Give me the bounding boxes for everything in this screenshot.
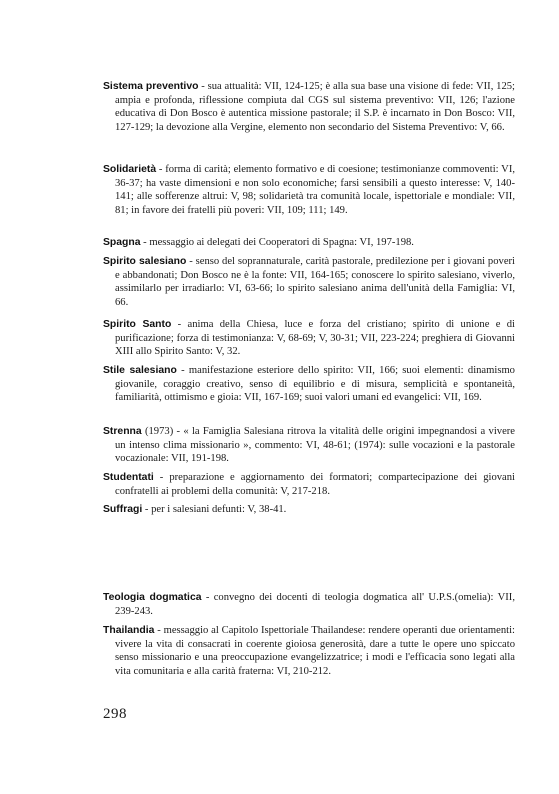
index-entry-solidarieta [103, 163, 515, 217]
entry-text: - messaggio ai delegati dei Cooperatori di Spagna: VI, 197-198. [140, 237, 414, 248]
entry-term: Teologia dogmatica [103, 592, 202, 603]
entry-term: Sistema preventivo [103, 81, 199, 92]
index-entry-sistema-preventivo [103, 80, 515, 134]
entry-term: Solidarietà [103, 164, 157, 175]
index-entry-suffragi [103, 503, 515, 517]
entry-text: - convegno dei docenti di teologia dogmatica all' U.P.S.(omelia): VII, 239-243. [115, 592, 515, 617]
entry-text: - sua attualità: VII, 124-125; è alla sua base una visione di fede: VII, 125; ampia e profonda, riflessione compiuta dal CGS sul sistema preventivo: VII, 126; l'azione educativa di Don Bosco è autentica missione pastorale; il S.P. è incarnato in Don Bosco: VII, 127-129; la devozione alla Vergine, elemento non secondario del Sistema Preventivo: V, 66. [115, 81, 515, 133]
entry-text: - anima della Chiesa, luce e forza del cristiano; spirito di unione e di purificazione; forza di testimonianza: V, 68-69; V, 30-31; VII, 223-224; preghiera di Giovanni XIII allo Spirito Santo: V, 32. [115, 319, 515, 358]
entry-text: - manifestazione esteriore dello spirito: VII, 166; suoi elementi: dinamismo giovanile, coraggio creativo, senso di equilibrio e di misura, semplicità e spontaneità, familiarità, ottimismo e gioia: VII, 167-169; suoi valori umani ed evangelici: VII, 169. [115, 365, 515, 404]
entry-text: - forma di carità; elemento formativo e di coesione; testimonianze commoventi: VI, 36-37; ha vaste dimensioni e non solo economiche; farsi sensibili a questo interesse: V, 140-141; alle sofferenze altrui: V, 98; solidarietà tra comunità locale, ispettoriale e mondiale: VII, 81; in favore dei fratelli più poveri: VII, 109; 111; 149. [115, 164, 515, 216]
entry-text: - per i salesiani defunti: V, 38-41. [142, 504, 287, 515]
index-entry-spirito-santo [103, 318, 515, 359]
entry-term: Studentati [103, 472, 154, 483]
entry-term: Suffragi [103, 504, 143, 515]
index-entry-spagna [103, 236, 515, 250]
entry-text: (1973) - « la Famiglia Salesiana ritrova la vitalità delle origini impegnandosi a vivere un intenso clima missionario », commento: VI, 48-61; (1974): sulle vocazioni e la pastorale vocazionale: VII, 191-198. [115, 426, 515, 465]
entry-term: Stile salesiano [103, 365, 177, 376]
index-entry-stile-salesiano [103, 364, 515, 405]
index-entry-strenna [103, 425, 515, 466]
page-number: 298 [103, 706, 127, 722]
entry-term: Spirito salesiano [103, 256, 187, 267]
index-entry-spirito-salesiano [103, 255, 515, 309]
index-entry-studentati [103, 471, 515, 498]
entry-term: Spagna [103, 237, 141, 248]
index-entry-teologia-dogmatica [103, 591, 515, 618]
entry-text: - messaggio al Capitolo Ispettoriale Thailandese: rendere operanti due orientamenti: vivere la vita di consacrati in coerente gioiosa generosità, dare a tutte le opere uno spiccato senso missionario e una preoccupazione evangelizzatrice; i modi e l'efficacia sono legati alla vita comunitaria e alla carità fraterna: VI, 210-212. [115, 625, 515, 677]
entry-term: Thailandia [103, 625, 155, 636]
index-entry-thailandia [103, 624, 515, 678]
entry-term: Spirito Santo [103, 319, 172, 330]
entry-term: Strenna [103, 426, 142, 437]
entry-text: - preparazione e aggiornamento dei formatori; compartecipazione dei giovani confratelli ai problemi della comunità: V, 217-218. [115, 472, 515, 497]
entry-text: - senso del soprannaturale, carità pastorale, predilezione per i giovani poveri e abbandonati; Don Bosco ne è la fonte: VII, 164-165; conoscere lo spirito salesiano, viverlo, assimilarlo per irradiarlo: VI, 63-66; lo spirito salesiano anima dell'unità della Famiglia: VI, 66. [115, 256, 515, 308]
